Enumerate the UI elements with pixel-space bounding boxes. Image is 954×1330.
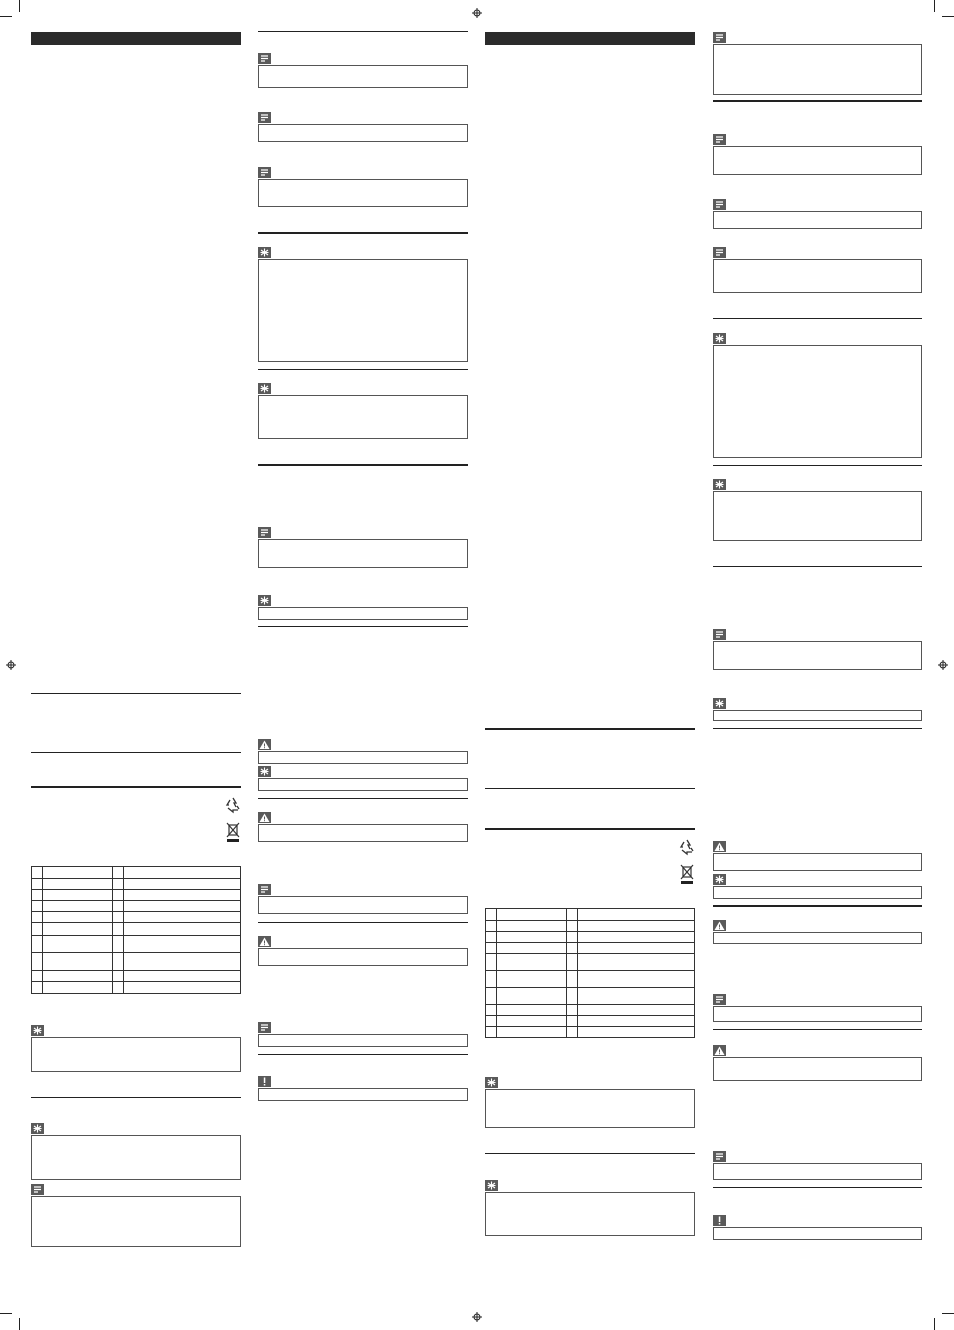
tip-icon (713, 874, 726, 885)
table-row (32, 901, 241, 912)
table-row (486, 932, 695, 943)
crop-mark (19, 0, 20, 12)
table-row (32, 890, 241, 901)
tip-box (485, 1192, 695, 1236)
warning-box (258, 751, 468, 764)
table-row (32, 936, 241, 953)
section-rule (258, 798, 468, 799)
tip-box (485, 1089, 695, 1128)
table-row (32, 923, 241, 936)
table-row (486, 921, 695, 932)
tip-icon (713, 698, 726, 709)
note-box (258, 65, 468, 88)
registration-mark-icon (6, 660, 16, 670)
note-icon (713, 134, 726, 145)
note-box (258, 539, 468, 568)
warning-box (713, 1057, 922, 1081)
tip-box (713, 710, 922, 721)
warning-box (258, 824, 468, 842)
crop-mark (0, 1313, 12, 1314)
registration-mark-icon (472, 8, 482, 18)
note-icon (713, 199, 726, 210)
tip-box (258, 395, 468, 439)
caution-box (713, 1227, 922, 1240)
section-rule (713, 728, 922, 729)
caution-box (258, 1088, 468, 1101)
section-rule (31, 1097, 241, 1098)
section-rule (258, 31, 468, 32)
tip-icon (713, 333, 726, 344)
tip-box (258, 778, 468, 791)
section-rule (713, 1029, 922, 1030)
warning-box (713, 853, 922, 871)
table-row (486, 943, 695, 954)
tip-box (713, 345, 922, 458)
section-rule (713, 318, 922, 319)
note-box (258, 1034, 468, 1047)
note-box (258, 896, 468, 914)
table-row (486, 954, 695, 971)
crop-mark (0, 16, 12, 17)
table-row (486, 1005, 695, 1016)
tip-icon (31, 1123, 44, 1134)
note-box (258, 124, 468, 142)
caution-icon (713, 1215, 726, 1226)
section-rule (713, 566, 922, 567)
section-rule (258, 1054, 468, 1055)
table-row (486, 1027, 695, 1038)
tip-box (31, 1037, 241, 1072)
table-row (32, 912, 241, 923)
section-rule (258, 369, 468, 370)
warning-box (713, 932, 922, 944)
warning-icon (258, 739, 271, 750)
tip-box (258, 607, 468, 620)
parts-table (485, 908, 695, 1038)
note-icon (713, 32, 726, 43)
crop-mark (19, 1318, 20, 1330)
table-row (32, 867, 241, 879)
tip-icon (485, 1077, 498, 1088)
tip-icon (31, 1025, 44, 1036)
table-row (32, 971, 241, 982)
note-box (713, 641, 922, 670)
note-icon (258, 112, 271, 123)
section-rule (258, 232, 468, 234)
tip-icon (258, 247, 271, 258)
note-box (713, 1006, 922, 1022)
crop-mark (942, 16, 954, 17)
note-box (713, 146, 922, 175)
tip-box (258, 259, 468, 362)
warning-icon (713, 841, 726, 852)
table-row (486, 988, 695, 1005)
table-row (32, 953, 241, 971)
registration-mark-icon (472, 1312, 482, 1322)
crop-mark (934, 1318, 935, 1330)
recycle-icon (224, 796, 242, 814)
tip-icon (713, 479, 726, 490)
section-rule (485, 1153, 695, 1154)
section-rule (31, 693, 241, 694)
section-rule (31, 786, 241, 788)
crossed-bin-icon (680, 864, 694, 884)
section-rule (258, 626, 468, 627)
section-rule (258, 464, 468, 466)
note-icon (713, 994, 726, 1005)
note-icon (713, 247, 726, 258)
note-icon (258, 167, 271, 178)
note-box (713, 259, 922, 293)
table-row (486, 909, 695, 921)
note-icon (31, 1184, 44, 1195)
section-rule (31, 752, 241, 753)
tip-icon (258, 383, 271, 394)
section-rule (485, 828, 695, 830)
table-row (486, 1016, 695, 1027)
warning-icon (713, 920, 726, 931)
section-header-bar (485, 32, 695, 45)
note-box (713, 211, 922, 229)
caution-icon (258, 1076, 271, 1087)
tip-icon (258, 595, 271, 606)
note-icon (258, 53, 271, 64)
table-row (32, 879, 241, 890)
section-rule (485, 728, 695, 730)
section-header-bar (31, 32, 241, 45)
registration-mark-icon (938, 660, 948, 670)
crop-mark (934, 0, 935, 12)
section-rule (258, 922, 468, 923)
note-box (713, 1163, 922, 1180)
note-box (31, 1196, 241, 1247)
note-box (713, 44, 922, 95)
crossed-bin-icon (226, 822, 240, 842)
section-rule (485, 788, 695, 789)
table-row (32, 982, 241, 994)
warning-icon (258, 936, 271, 947)
crop-mark (942, 1313, 954, 1314)
tip-box (31, 1135, 241, 1180)
warning-icon (713, 1045, 726, 1056)
parts-table (31, 866, 241, 994)
warning-icon (258, 812, 271, 823)
recycle-icon (678, 838, 696, 856)
section-rule (713, 465, 922, 466)
note-icon (713, 629, 726, 640)
section-rule (713, 100, 922, 102)
note-icon (258, 884, 271, 895)
table-row (486, 971, 695, 988)
note-icon (258, 1022, 271, 1033)
warning-box (258, 948, 468, 966)
note-box (258, 179, 468, 207)
note-icon (713, 1151, 726, 1162)
note-icon (258, 527, 271, 538)
tip-icon (485, 1180, 498, 1191)
tip-box (713, 886, 922, 899)
section-rule (713, 1187, 922, 1188)
tip-icon (258, 766, 271, 777)
tip-box (713, 491, 922, 541)
section-rule (713, 905, 922, 907)
